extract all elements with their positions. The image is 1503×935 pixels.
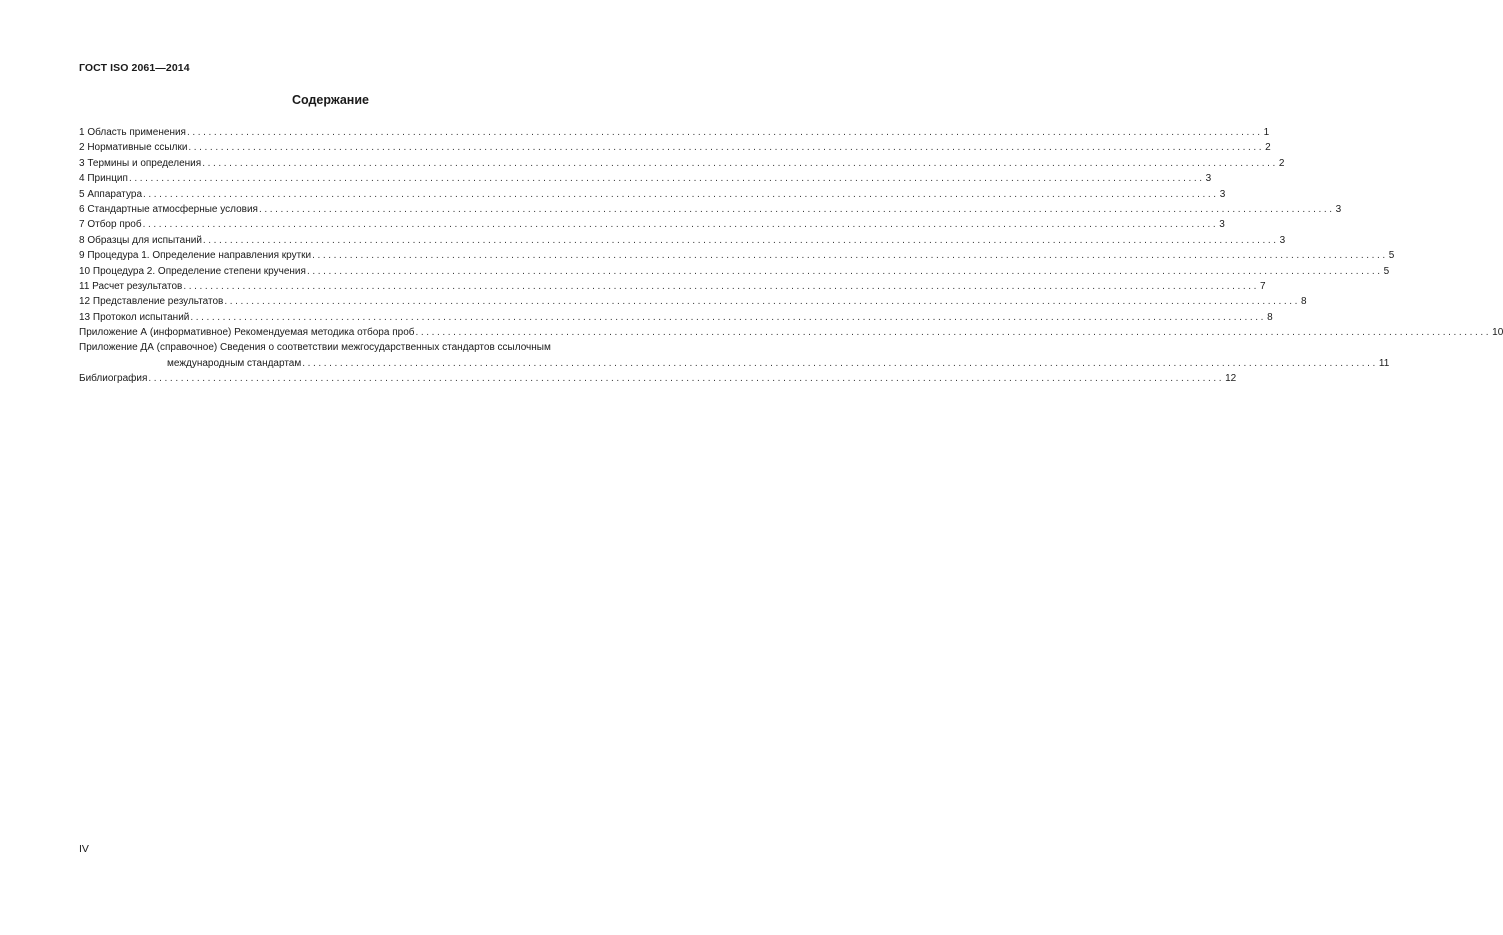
toc-entry[interactable] [79, 248, 1395, 263]
toc-leader-dots: ........................................................................................................................................................................................................ [142, 219, 1219, 231]
toc-entry[interactable] [79, 125, 1270, 140]
toc-entry-page: 5 [1388, 250, 1395, 262]
toc-entry-label: Библиография [79, 373, 148, 385]
toc-leader-dots: ........................................................................................................................................................................................................ [188, 142, 1265, 154]
toc-leader-dots: ........................................................................................................................................................................................................ [190, 311, 1267, 323]
toc-entry-page: 3 [1279, 234, 1286, 246]
toc-entry-label: 11 Расчет результатов [79, 280, 183, 292]
toc-entry-page: 3 [1219, 219, 1225, 231]
toc-leader-dots: ........................................................................................................................................................................................................ [128, 173, 1205, 185]
toc-entry-page: 5 [1383, 265, 1390, 277]
toc-entry-label: 7 Отбор проб [79, 219, 142, 231]
toc-leader-dots: ........................................................................................................................................................................................................ [302, 357, 1378, 369]
toc-entry-label: 3 Термины и определения [79, 157, 202, 169]
document-header: ГОСТ ISO 2061—2014 [79, 62, 190, 74]
toc-leader-dots: ........................................................................................................................................................................................................ [148, 373, 1225, 385]
page-number: IV [79, 843, 89, 855]
toc-entry-label: 13 Протокол испытаний [79, 311, 190, 323]
toc-entry-page: 8 [1301, 296, 1307, 308]
toc-entry-label: 10 Процедура 2. Определение степени кручения [79, 265, 306, 277]
toc-entry-annex-da-line1[interactable] [79, 340, 613, 355]
toc-entry-annex-da-line2[interactable] [79, 356, 1390, 371]
toc-leader-dots: ........................................................................................................................................................................................................ [415, 327, 1492, 339]
toc-leader-dots: ........................................................................................................................................................................................................ [224, 296, 1301, 308]
toc-entry-label: 4 Принцип [79, 173, 128, 185]
toc-entry-label: 1 Область применения [79, 127, 186, 138]
table-of-contents [79, 125, 1503, 387]
toc-entry-page: 3 [1335, 203, 1342, 215]
toc-entry[interactable] [79, 171, 1212, 186]
toc-entry-page: 7 [1260, 280, 1266, 292]
toc-entry-label: международным стандартам [167, 357, 302, 369]
toc-entry-page: 12 [1225, 373, 1237, 385]
toc-entry[interactable] [79, 279, 1266, 294]
toc-entry[interactable] [79, 140, 1271, 155]
toc-leader-dots: ........................................................................................................................................................................................................ [143, 188, 1219, 200]
toc-entry-label: 12 Представление результатов [79, 296, 224, 308]
toc-entry-label: Приложение А (информативное) Рекомендуемая методика отбора проб [79, 327, 415, 339]
toc-entry[interactable] [79, 294, 1307, 309]
toc-entry-page: 8 [1267, 311, 1273, 323]
toc-leader-dots: ........................................................................................................................................................................................................ [183, 280, 1259, 292]
toc-entry[interactable] [79, 233, 1286, 248]
page-title: Содержание [291, 93, 369, 107]
toc-entry-bibliography[interactable] [79, 371, 1237, 386]
toc-entry-page: 1 [1263, 127, 1270, 138]
toc-entry-label: 6 Стандартные атмосферные условия [79, 203, 258, 215]
toc-entry-page: 10 [1492, 327, 1503, 339]
toc-entry[interactable] [79, 217, 1225, 232]
toc-entry[interactable] [79, 156, 1285, 171]
toc-entry[interactable] [79, 202, 1342, 217]
toc-entry-label: Приложение ДА (справочное) Сведения о соответствии межгосударственных стандартов ссылочным [79, 342, 551, 354]
toc-entry-label: 2 Нормативные ссылки [79, 142, 188, 154]
toc-entry-page: 3 [1205, 173, 1212, 185]
toc-entry-label: 5 Аппаратура [79, 188, 143, 200]
toc-entry-label: 9 Процедура 1. Определение направления крутки [79, 250, 312, 262]
toc-entry[interactable] [79, 310, 1273, 325]
toc-entry[interactable] [79, 187, 1226, 202]
toc-leader-dots: ........................................................................................................................................................................................................ [306, 265, 1383, 277]
toc-leader-dots: ........................................................................................................................................................................................................ [186, 127, 1263, 138]
toc-entry-label: 8 Образцы для испытаний [79, 234, 202, 246]
toc-leader-dots: ........................................................................................................................................................................................................ [202, 234, 1279, 246]
toc-entry-page: 11 [1378, 357, 1390, 369]
toc-entry[interactable] [79, 325, 1503, 340]
toc-leader-dots: ........................................................................................................................................................................................................ [312, 250, 1388, 262]
toc-leader-dots: ........................................................................................................................................................................................................ [202, 157, 1278, 169]
toc-entry-page: 2 [1265, 142, 1271, 154]
toc-leader-dots: ........................................................................................................................................................................................................ [258, 203, 1335, 215]
toc-entry-page: 2 [1278, 157, 1285, 169]
toc-entry-page: 3 [1219, 188, 1226, 200]
toc-entry[interactable] [79, 264, 1390, 279]
